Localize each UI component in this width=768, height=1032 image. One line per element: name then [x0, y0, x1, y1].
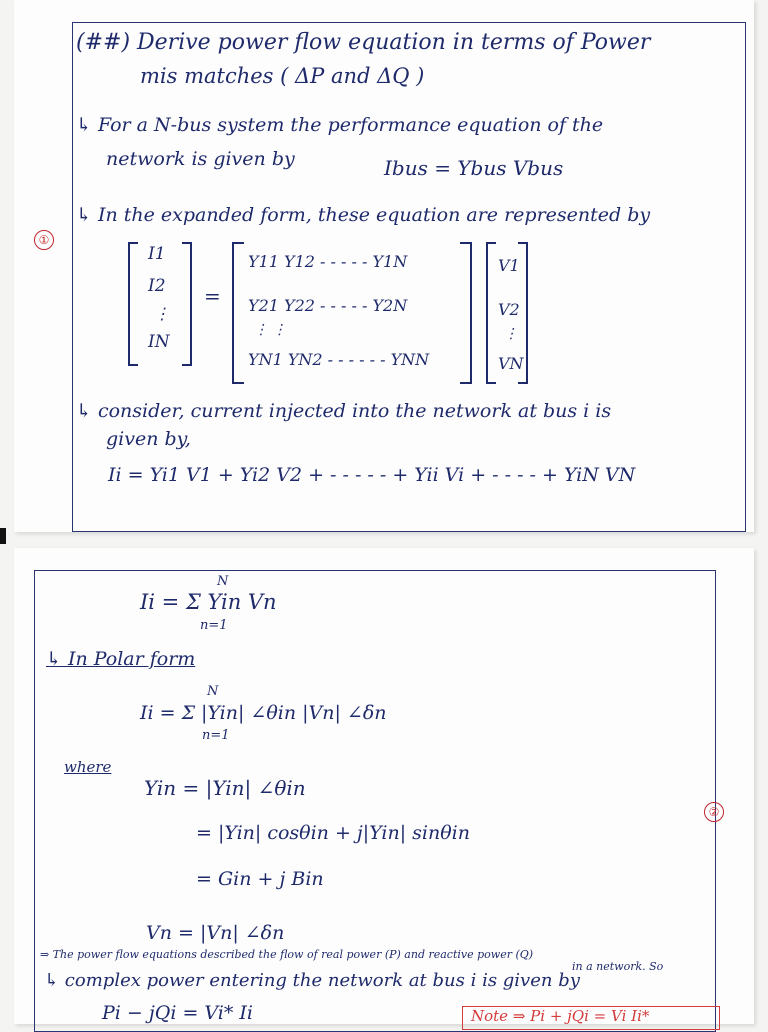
equation-sum: Ii = Σ Yin Vn [140, 590, 277, 614]
complex-power-line: ↳ complex power entering the network at bus i is given by [44, 970, 580, 991]
vector-i-entry: IN [148, 332, 170, 352]
page-1-border [72, 22, 746, 532]
matrix-right-bracket [460, 242, 472, 384]
equation-bottom: Pi − jQi = Vi* Ii [102, 1002, 253, 1024]
matrix-row: YN1 YN2 - - - - - - YNN [248, 350, 430, 369]
vector-v-left-bracket [486, 242, 496, 384]
paragraph-3-line-1: ↳ consider, current injected into the network at bus i is [76, 400, 612, 422]
vector-i-right-bracket [182, 242, 192, 366]
matrix-row: Y11 Y12 - - - - - Y1N [248, 252, 408, 271]
sum2-upper-limit: N [207, 684, 219, 699]
vector-v-entry: VN [498, 354, 524, 373]
vector-v-entry: V2 [498, 300, 520, 319]
equation-yin-3: = Gin + j Bin [196, 868, 324, 890]
paragraph-1-line-1: ↳ For a N-bus system the performance equation of the [76, 114, 604, 136]
vector-i-entry: ⋮ [154, 304, 170, 323]
vector-v-entry: V1 [498, 256, 520, 275]
equation-polar: Ii = Σ |Yin| ∠θin |Vn| ∠δn [140, 702, 387, 724]
page-1 [14, 0, 754, 532]
equation-yin-1: Yin = |Yin| ∠θin [144, 776, 306, 800]
page-number-circle-1: ① [34, 230, 54, 250]
title-line-1: (##) Derive power flow equation in terms of Power [76, 30, 651, 55]
vector-i-entry: I2 [148, 276, 166, 296]
paragraph-2: ↳ In the expanded form, these equation are represented by [76, 204, 651, 226]
sum2-lower-limit: n=1 [202, 728, 230, 743]
sum-upper-limit: N [217, 574, 229, 589]
page-number-circle-2: ② [704, 802, 724, 822]
note-box: Note ⇒ Pi + jQi = Vi Ii* [462, 1006, 720, 1030]
equation-ibus: Ibus = Ybus Vbus [384, 156, 564, 180]
page-edge-mark [0, 528, 6, 544]
sum-lower-limit: n=1 [200, 618, 228, 633]
paragraph-3-line-2: given by, [106, 428, 191, 450]
vector-v-entry: ⋮ [504, 326, 518, 342]
paragraph-1-line-2: network is given by [106, 148, 295, 170]
page-2 [14, 548, 754, 1024]
equals-sign: = [204, 284, 221, 308]
equation-yin-2: = |Yin| cosθin + j|Yin| sinθin [196, 822, 470, 844]
note-small-line-2: in a network. So [572, 960, 664, 973]
title-line-2: mis matches ( ΔP and ΔQ ) [140, 64, 425, 88]
matrix-left-bracket [232, 242, 244, 384]
polar-heading: ↳ In Polar form [46, 648, 196, 670]
equation-vn: Vn = |Vn| ∠δn [146, 922, 285, 944]
equation-ii: Ii = Yi1 V1 + Yi2 V2 + - - - - - + Yii Vi + - - - - + YiN VN [108, 464, 636, 486]
vector-i-entry: I1 [148, 244, 166, 264]
matrix-row: Y21 Y22 - - - - - Y2N [248, 296, 408, 315]
matrix-row: ⋮ ⋮ [254, 322, 287, 338]
vector-i-left-bracket [128, 242, 138, 366]
where-label: where [64, 758, 112, 776]
note-small-line-1: ⇒ The power flow equations described the flow of real power (P) and reactive power (Q) [40, 948, 534, 961]
